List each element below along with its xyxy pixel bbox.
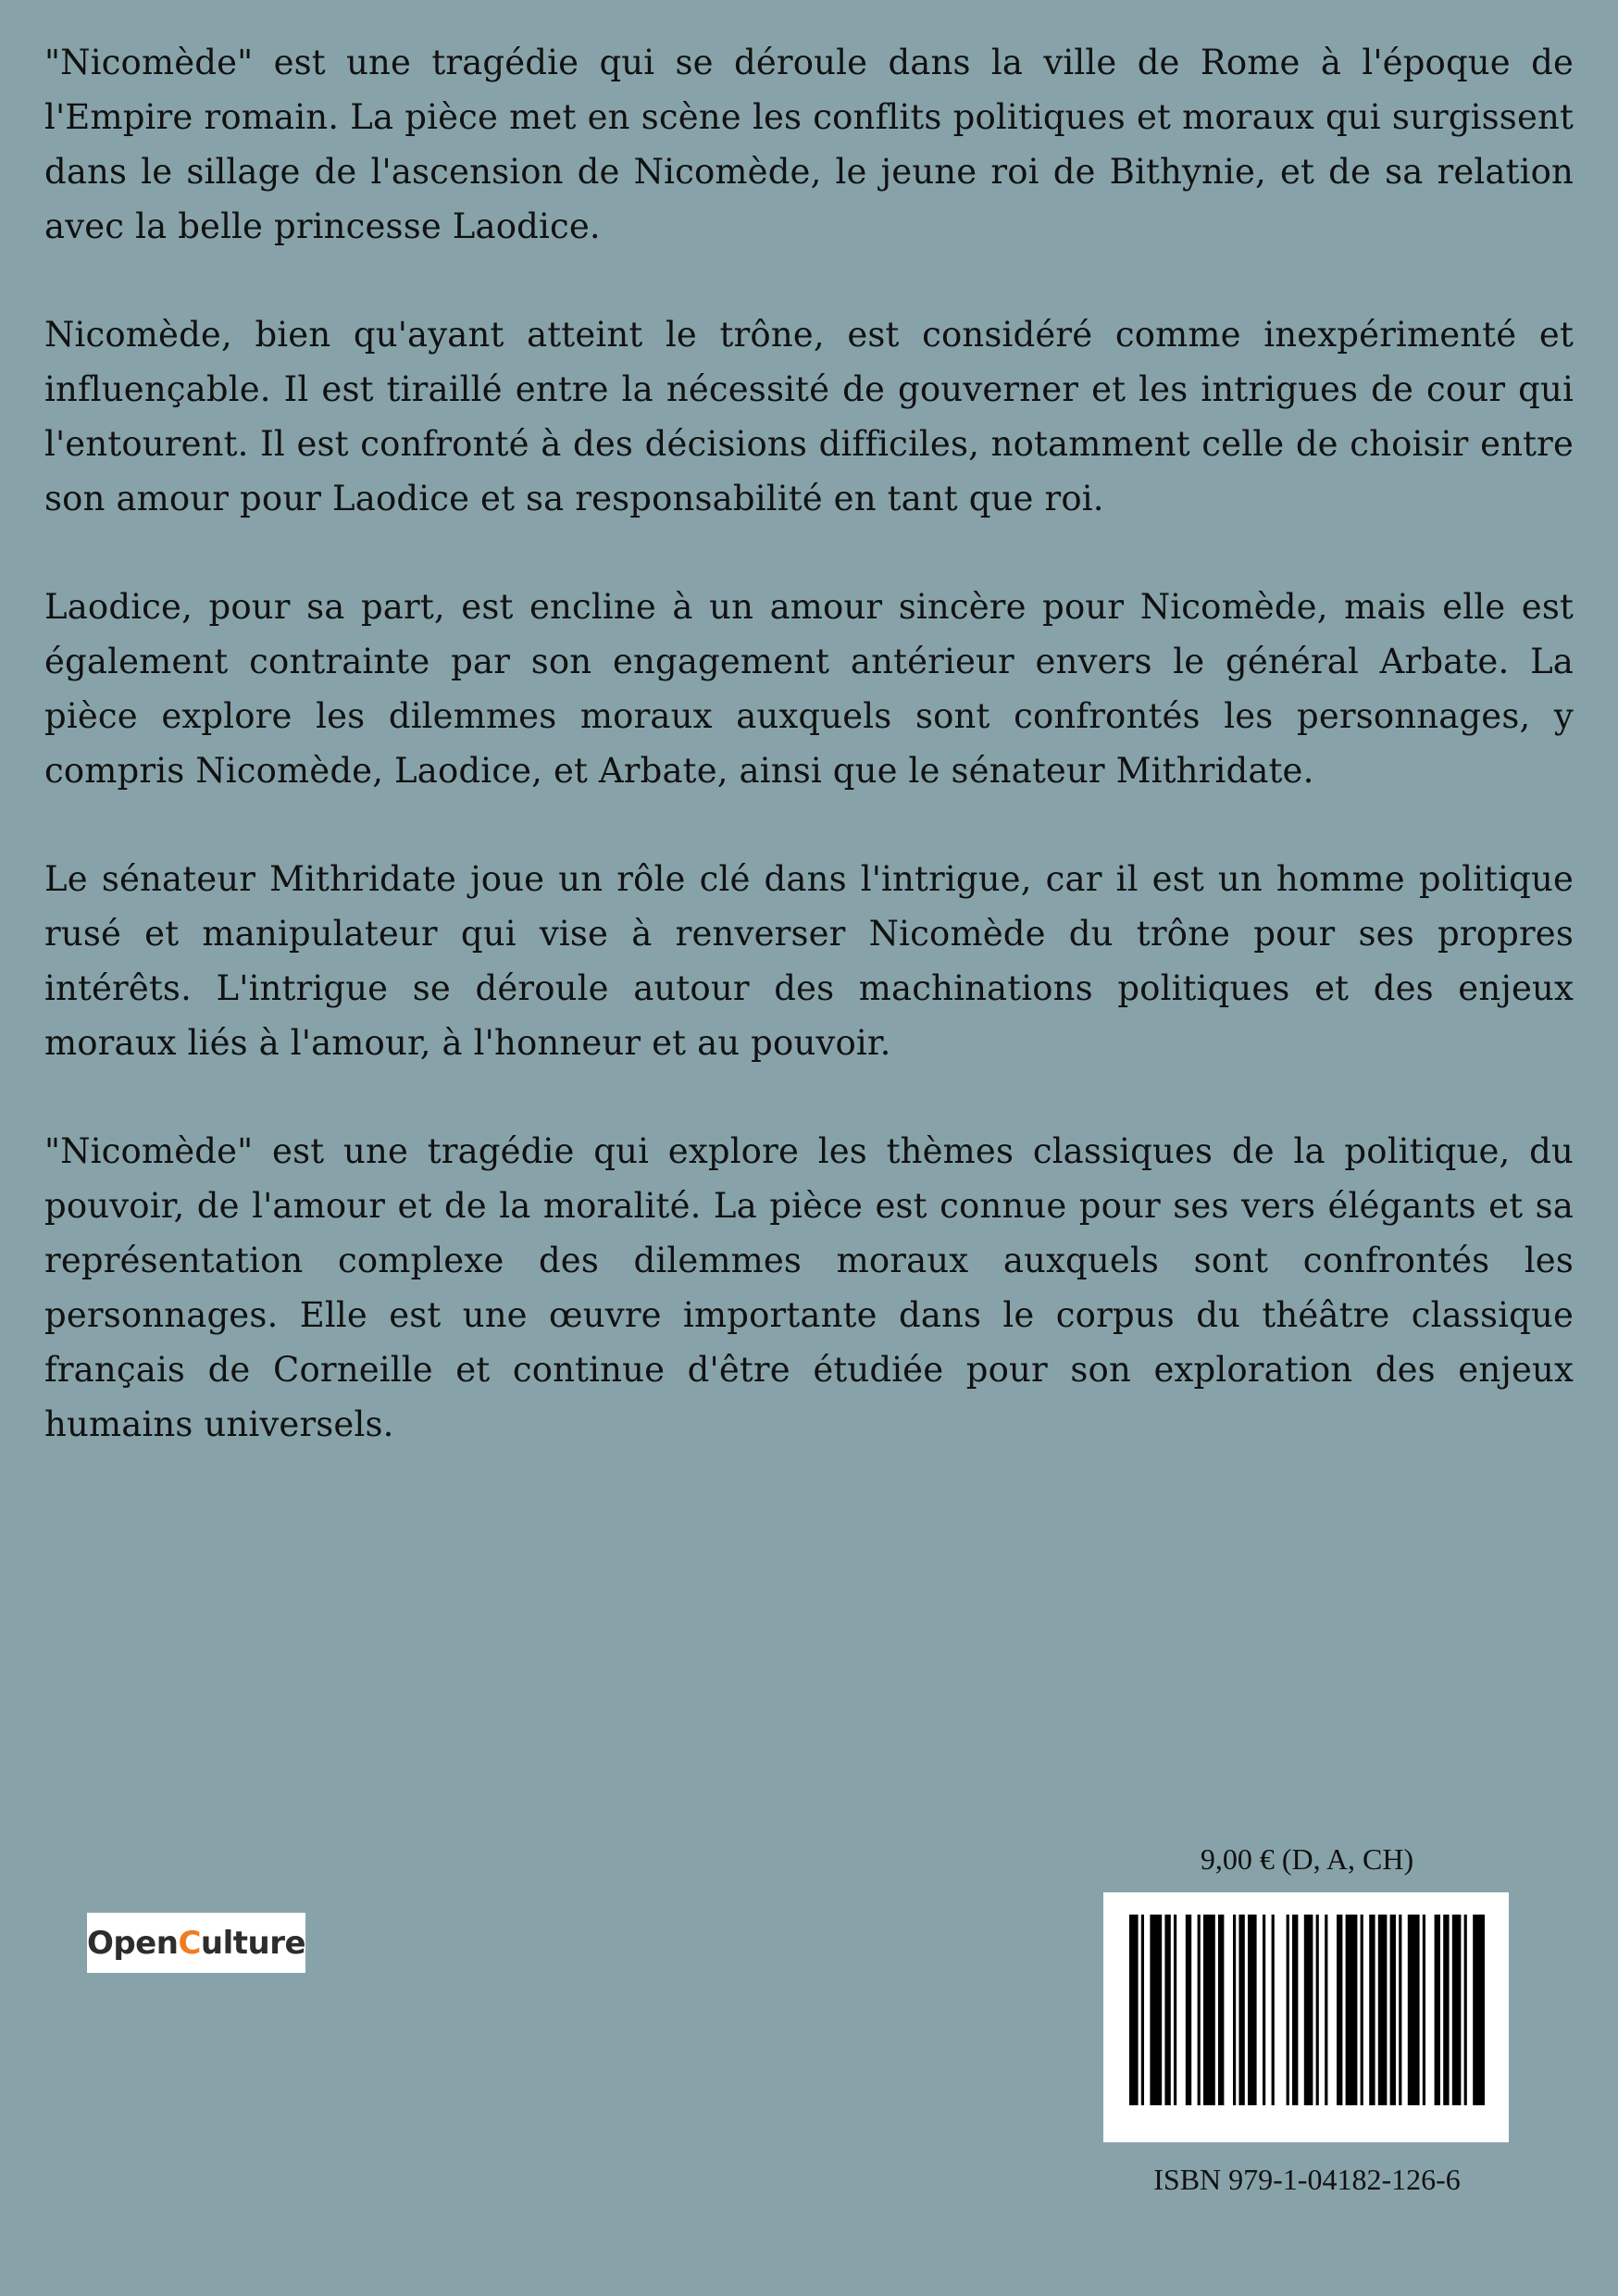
barcode-bar — [1141, 1915, 1144, 2105]
barcode-bar — [1233, 1915, 1236, 2105]
barcode-bar — [1238, 1915, 1244, 2105]
barcode-bar — [1337, 1915, 1342, 2105]
synopsis-text — [44, 35, 1574, 1505]
barcode-bar — [1174, 1915, 1176, 2105]
barcode-bar — [1390, 1915, 1396, 2105]
logo-text-ulture: ulture — [200, 1924, 306, 1962]
synopsis-paragraph-5: "Nicomède" est une tragédie qui explore les thèmes classiques de la politique, du pouvoir, de l'amour et de la moralité. La pièce est connue pour ses vers élégants et sa représentation complexe des dilemmes moraux auxquels sont confrontés les personnages. Elle est une œuvre importante dans le corpus du théâtre classique français de Corneille et continue d'être étudiée pour son exploration des enjeux humains universels. — [44, 1131, 1574, 1444]
barcode-bar — [1272, 1915, 1275, 2105]
barcode-bar — [1464, 1915, 1467, 2105]
barcode-bar — [1369, 1915, 1375, 2105]
barcode-bar — [1203, 1915, 1215, 2105]
barcode-bar — [1399, 1915, 1401, 2105]
barcode-bar — [1435, 1915, 1440, 2105]
barcode-bar — [1292, 1915, 1298, 2105]
price-label: 9,00 € (D, A, CH) — [1200, 1842, 1414, 1876]
barcode-bar — [1129, 1915, 1139, 2105]
publisher-logo — [87, 1913, 305, 1973]
synopsis-paragraph-3: Laodice, pour sa part, est encline à un amour sincère pour Nicomède, mais elle est également contrainte par son engagement antérieur envers le général Arbate. La pièce explore les dilemmes moraux auxquels sont confrontés les personnages, y compris Nicomède, Laodice, et Arbate, ainsi que le sénateur Mithridate. — [44, 587, 1574, 791]
barcode-bar — [1473, 1915, 1485, 2105]
barcode-bar — [1150, 1915, 1162, 2105]
barcode-bar — [1218, 1915, 1224, 2105]
barcode-bar — [1361, 1915, 1363, 2105]
barcode-bar — [1452, 1915, 1462, 2105]
barcode-bar — [1263, 1915, 1265, 2105]
barcode-bar — [1423, 1915, 1425, 2105]
barcode-bar — [1164, 1915, 1170, 2105]
barcode-bar — [1346, 1915, 1358, 2105]
barcode-bar — [1325, 1915, 1327, 2105]
barcode-bar — [1304, 1915, 1313, 2105]
synopsis-paragraph-1: "Nicomède" est une tragédie qui se déroule dans la ville de Rome à l'époque de l'Empire romain. La pièce met en scène les conflits politiques et moraux qui surgissent dans le sillage de l'ascension de Nicomède, le jeune roi de Bithynie, et de sa relation avec la belle princesse Laodice. — [44, 43, 1574, 246]
barcode-bar — [1443, 1915, 1449, 2105]
barcode-bar — [1248, 1915, 1257, 2105]
barcode-bar — [1186, 1915, 1191, 2105]
barcode-bar — [1378, 1915, 1388, 2105]
barcode-bar — [1287, 1915, 1289, 2105]
barcode-bar — [1408, 1915, 1420, 2105]
isbn-barcode — [1103, 1892, 1509, 2142]
logo-accent-letter: C — [178, 1924, 201, 1962]
barcode-bar — [1198, 1915, 1201, 2105]
barcode-graphic — [1103, 1892, 1509, 2142]
synopsis-paragraph-2: Nicomède, bien qu'ayant atteint le trône, est considéré comme inexpérimenté et influençable. Il est tiraillé entre la nécessité de gouverner et les intrigues de cour qui l'entourent. Il est confronté à des décisions difficiles, notamment celle de choisir entre son amour pour Laodice et sa responsabilité en tant que roi. — [44, 315, 1574, 518]
isbn-label: ISBN 979-1-04182-126-6 — [1153, 2163, 1461, 2196]
synopsis-paragraph-4: Le sénateur Mithridate joue un rôle clé dans l'intrigue, car il est un homme politique rusé et manipulateur qui vise à renverser Nicomède du trône pour ses propres intérêts. L'intrigue se déroule autour des machinations politiques et des enjeux moraux liés à l'amour, à l'honneur et au pouvoir. — [44, 859, 1574, 1063]
logo-text-open: Open — [86, 1924, 179, 1962]
barcode-bar — [1316, 1915, 1319, 2105]
